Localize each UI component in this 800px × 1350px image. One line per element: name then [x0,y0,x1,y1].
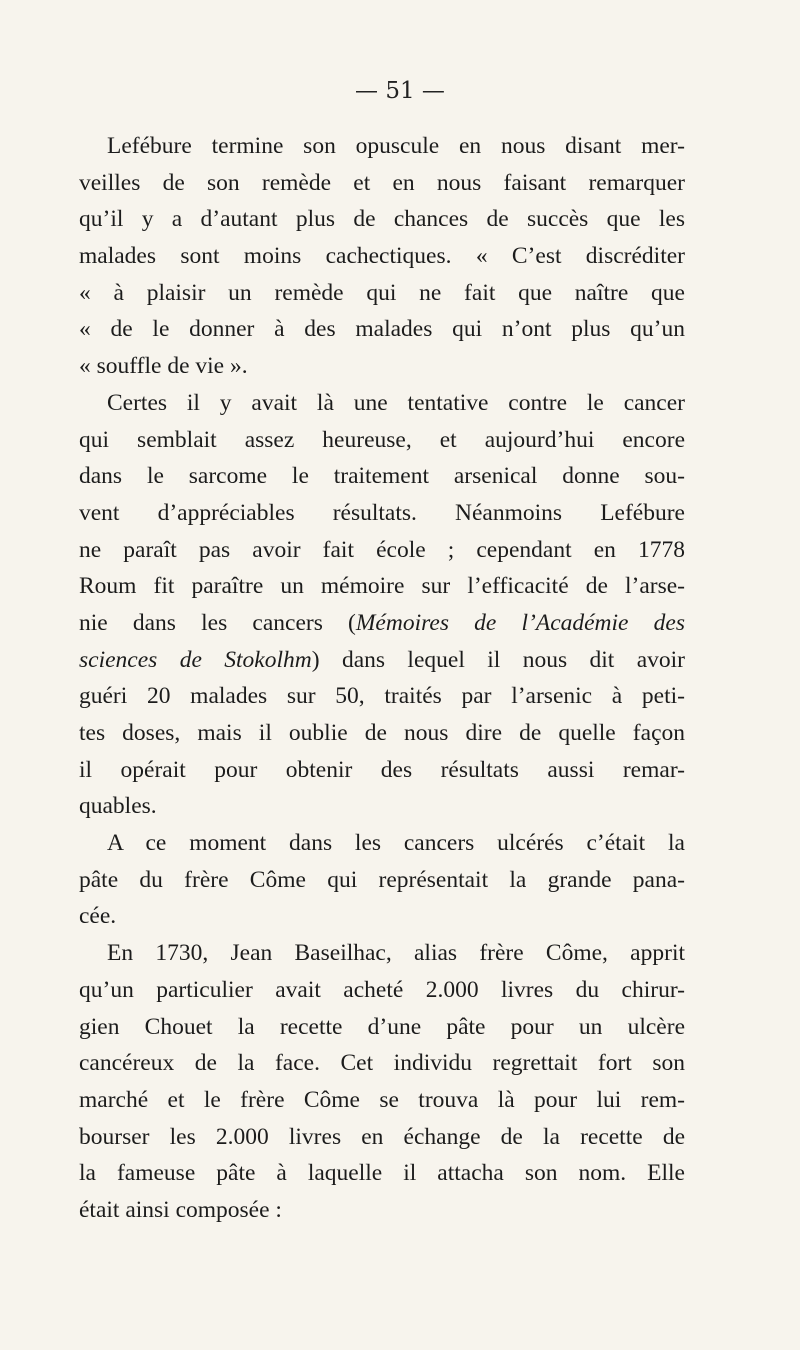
text-line: En 1730, Jean Baseilhac, alias frère Côme, apprit [107,940,685,967]
text-line: « souffle de vie ». [79,353,248,380]
text-line: Roum fit paraître un mémoire sur l’efficacité de l’arse- [79,573,685,600]
text-line: malades sont moins cachectiques. « C’est discréditer [79,243,685,270]
text-line: cée. [79,903,117,930]
paragraph-3 [79,825,685,935]
italic-citation: sciences de Stokolhm [79,646,312,673]
text-run: ) dans lequel il nous dit avoir [311,646,685,673]
text-line: Certes il y avait là une tentative contre le cancer [107,389,685,416]
text-line: « de le donner à des malades qui n’ont plus qu’un [79,316,685,343]
text-line: veilles de son remède et en nous faisant remarquer [79,169,685,196]
text-line: vent d’appréciables résultats. Néanmoins Lefébure [79,499,685,526]
text-line-with-italic [79,605,685,642]
text-line: gien Chouet la recette d’une pâte pour un ulcère [79,1013,685,1040]
text-line: la fameuse pâte à laquelle il attacha son nom. Elle [79,1160,685,1187]
text-line: tes doses, mais il oublie de nous dire de quelle façon [79,720,685,746]
text-line: cancéreux de la face. Cet individu regrettait fort son [79,1050,685,1077]
text-line: A ce moment dans les cancers ulcérés c’était la [107,830,685,857]
paragraph-4 [79,935,685,1229]
body-text [79,128,685,1229]
italic-citation: Mémoires de l’Académie des [355,609,685,636]
paragraph-2 [79,385,685,825]
text-line: marché et le frère Côme se trouva là pour lui rem- [79,1086,685,1113]
text-line: qui semblait assez heureuse, et aujourd’hui encore [79,426,685,453]
text-line: bourser les 2.000 livres en échange de la recette de [79,1123,685,1150]
text-line: pâte du frère Côme qui représentait la grande pana- [79,866,685,893]
text-line: dans le sarcome le traitement arsenical donne sou- [79,463,685,490]
text-line-with-italic [79,642,685,679]
text-line: il opérait pour obtenir des résultats aussi remar- [79,756,685,783]
text-line: était ainsi composée : [79,1196,282,1223]
text-line: qu’il y a d’autant plus de chances de succès que les [79,206,685,233]
page-number: — 51 — [355,78,445,104]
text-line: quables. [79,793,157,820]
text-line: Lefébure termine son opuscule en nous disant mer- [107,133,685,159]
text-line: ne paraît pas avoir fait école ; cependant en 1778 [79,536,685,563]
text-line: guéri 20 malades sur 50, traités par l’arsenic à peti- [79,683,685,710]
text-line: « à plaisir un remède qui ne fait que naître que [79,279,685,306]
text-line: qu’un particulier avait acheté 2.000 livres du chirur- [79,976,685,1003]
text-run: nie dans les cancers ( [79,609,356,636]
paragraph-1 [79,128,685,385]
